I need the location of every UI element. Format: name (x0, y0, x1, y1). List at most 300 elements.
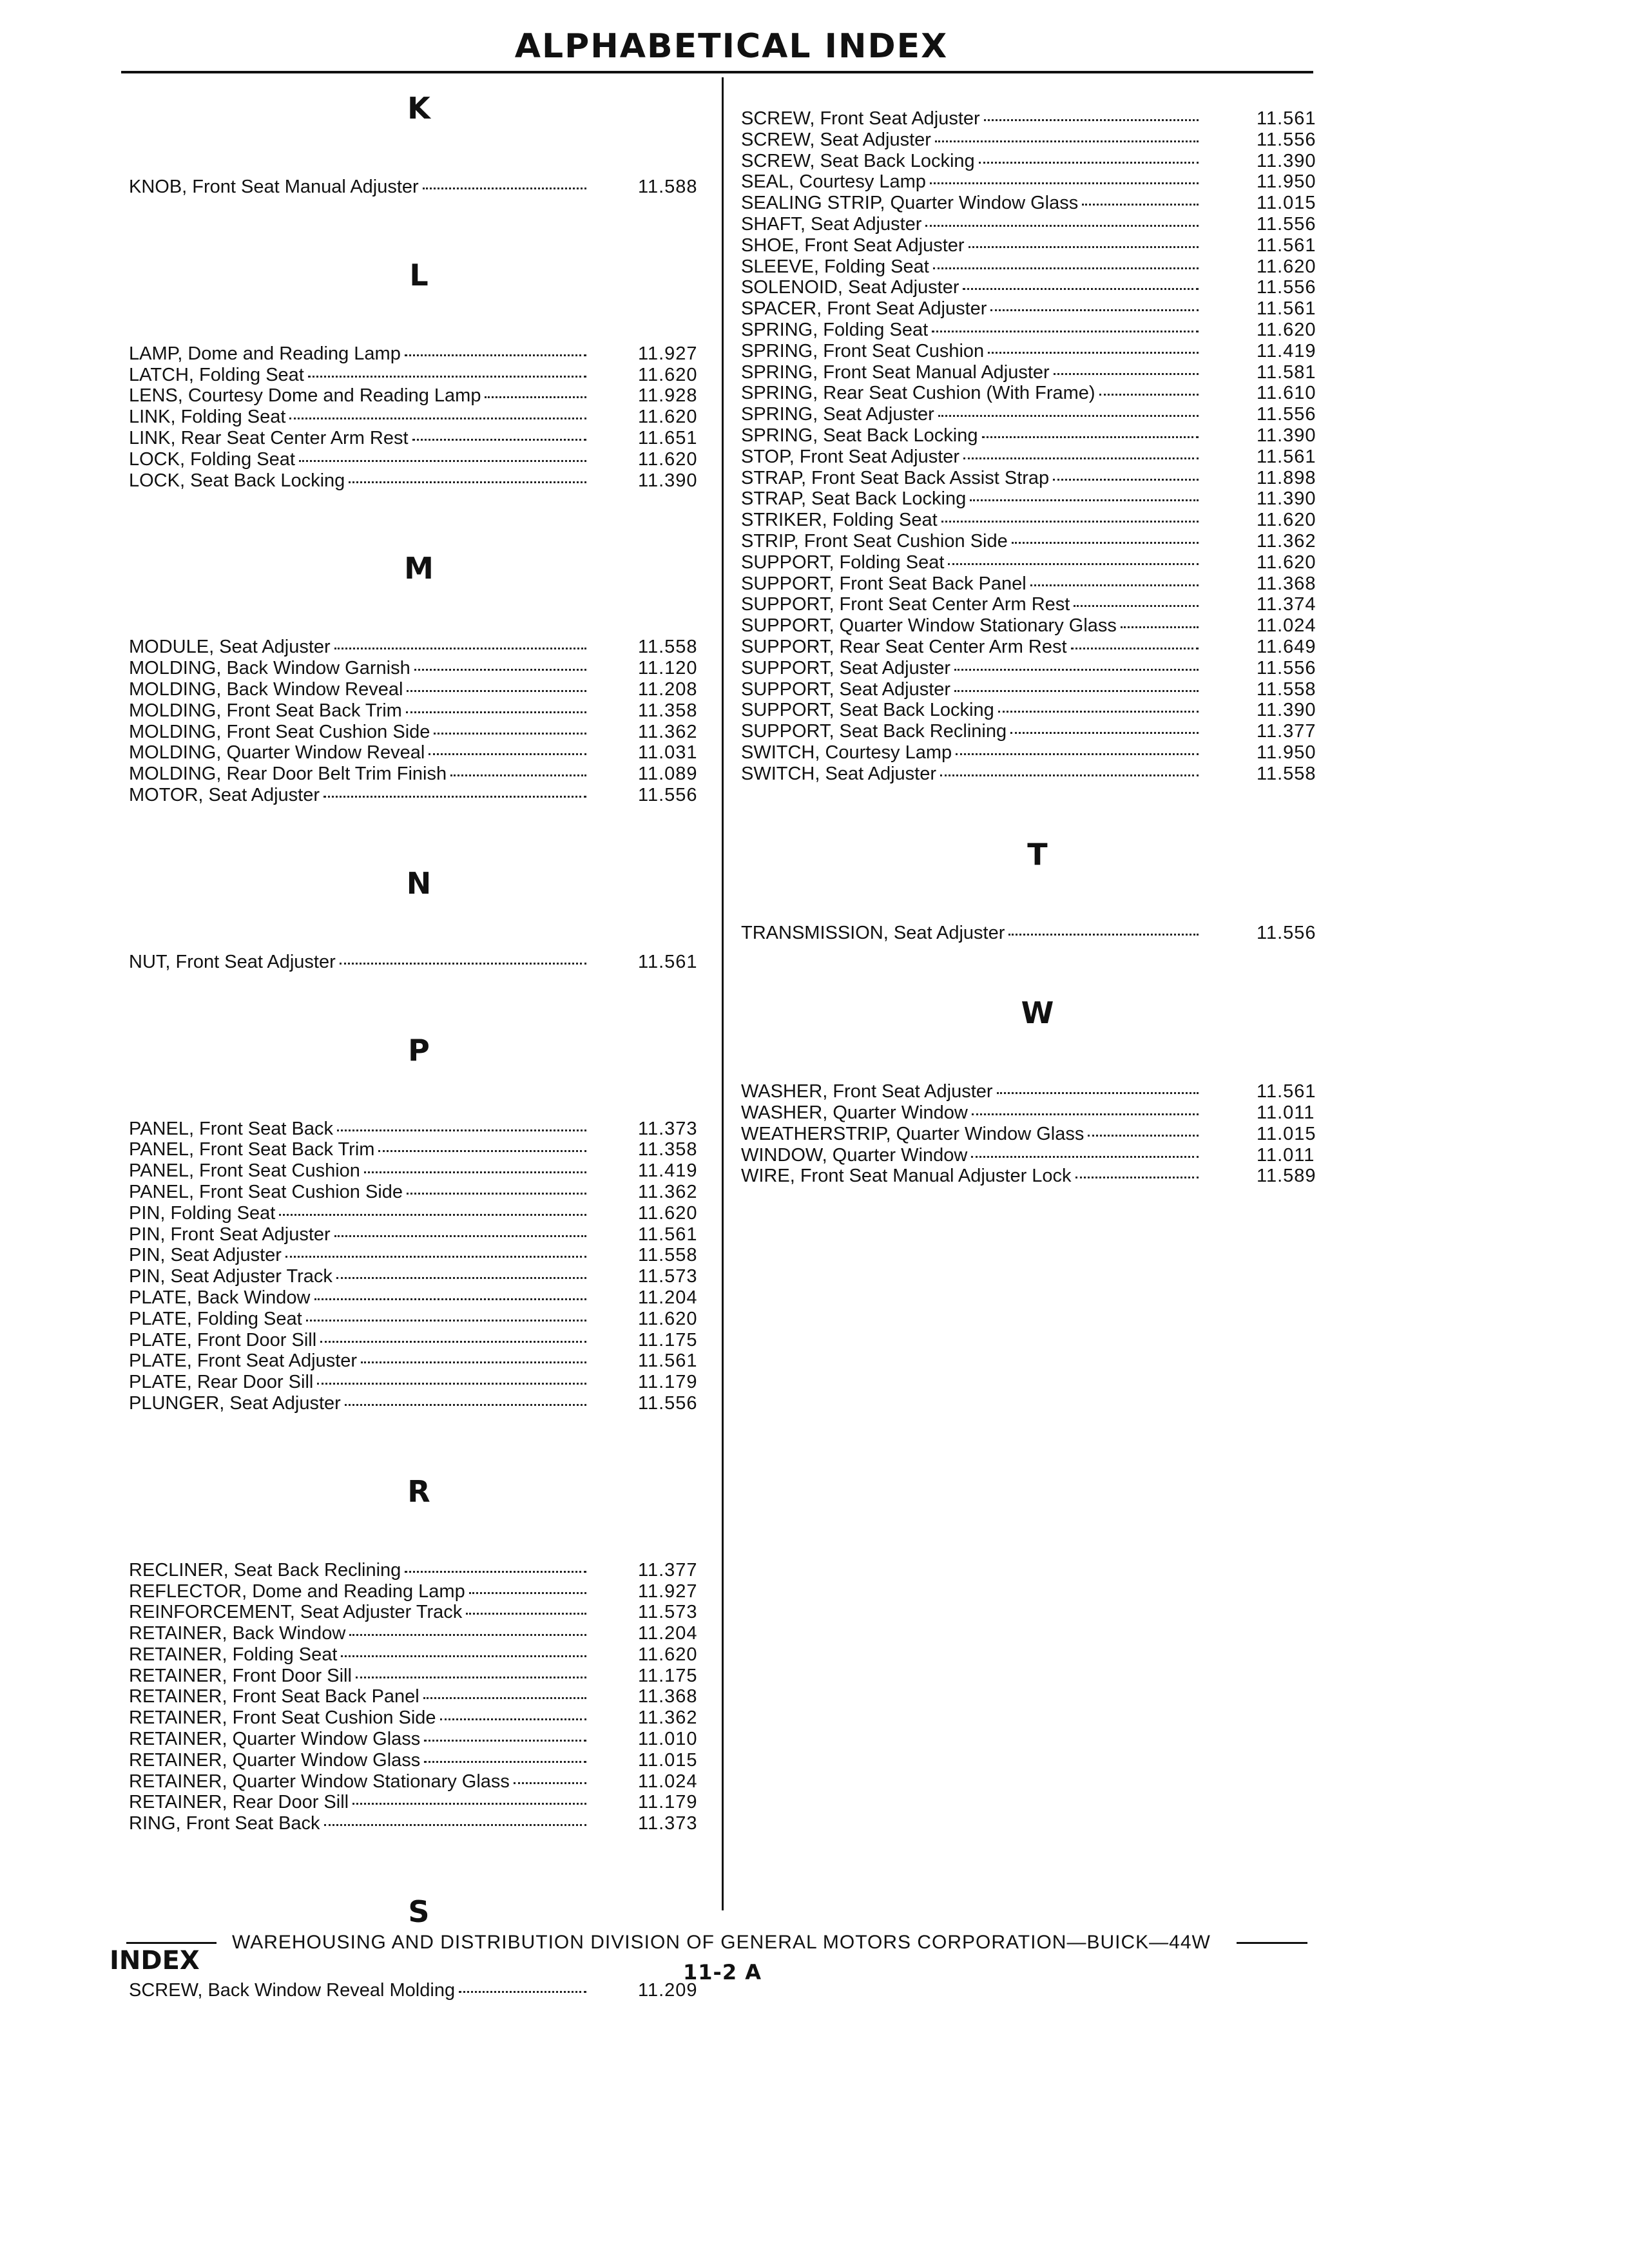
dot-leader (414, 669, 586, 671)
dot-leader (935, 140, 1199, 142)
entry-name: SPRING, Seat Back Locking (741, 425, 978, 446)
dot-leader (349, 1634, 586, 1636)
entry-page-ref: 11.950 (1257, 742, 1316, 763)
index-entry (129, 1623, 709, 1644)
dot-leader (334, 1235, 586, 1237)
entry-name: SWITCH, Courtesy Lamp (741, 742, 952, 763)
index-entry (741, 573, 1334, 595)
index-entry (129, 1287, 709, 1309)
index-entry (741, 679, 1334, 700)
entry-page-ref: 11.175 (638, 1329, 698, 1350)
entry-page-ref: 11.950 (1257, 171, 1316, 193)
index-entry (741, 637, 1334, 658)
dot-leader (406, 711, 586, 713)
dot-leader (423, 187, 586, 189)
index-entry (129, 679, 709, 700)
entry-name: SEAL, Courtesy Lamp (741, 171, 926, 193)
index-group (129, 257, 709, 492)
index-entry (741, 425, 1334, 447)
index-entry (741, 1081, 1334, 1102)
index-entry (741, 256, 1334, 278)
entry-page-ref: 11.204 (638, 1287, 698, 1308)
entry-name: PIN, Seat Adjuster Track (129, 1266, 333, 1287)
index-group (129, 90, 709, 198)
index-entry (741, 151, 1334, 172)
index-entry (741, 552, 1334, 573)
dot-leader (340, 963, 586, 965)
section-letter: R (407, 1474, 430, 1509)
entry-page-ref: 11.561 (1257, 446, 1316, 467)
entry-name: PANEL, Front Seat Cushion (129, 1160, 360, 1182)
index-entry (129, 722, 709, 743)
entry-page-ref: 11.620 (1257, 510, 1316, 531)
entry-page-ref: 11.561 (1257, 1081, 1316, 1102)
entry-page-ref: 11.204 (638, 1623, 698, 1644)
dot-leader (405, 1571, 586, 1573)
dot-leader (514, 1782, 586, 1784)
right-index-column (741, 108, 1334, 1187)
entry-name: SLEEVE, Folding Seat (741, 256, 929, 277)
index-entry (741, 383, 1334, 404)
entry-page-ref: 11.620 (638, 448, 698, 470)
entry-name: MODULE, Seat Adjuster (129, 637, 331, 658)
entry-name: TRANSMISSION, Seat Adjuster (741, 922, 1005, 943)
dot-leader (345, 1404, 586, 1406)
entry-page-ref: 11.362 (1257, 530, 1316, 552)
entry-page-ref: 11.620 (1257, 319, 1316, 340)
index-entry (129, 1393, 709, 1414)
index-entry (129, 343, 709, 365)
index-group (129, 1032, 709, 1414)
entry-name: WEATHERSTRIP, Quarter Window Glass (741, 1123, 1084, 1144)
index-entry (129, 785, 709, 806)
entry-name: PIN, Seat Adjuster (129, 1245, 282, 1266)
index-entry (129, 1581, 709, 1602)
dot-leader (979, 162, 1199, 164)
index-entry (741, 488, 1334, 510)
entry-name: SPRING, Folding Seat (741, 319, 929, 340)
index-entry (741, 468, 1334, 489)
index-entry (129, 1792, 709, 1813)
index-entry (741, 320, 1334, 341)
entry-name: PLATE, Rear Door Sill (129, 1372, 314, 1393)
entry-name: SUPPORT, Seat Adjuster (741, 657, 951, 678)
entry-name: MOLDING, Front Seat Back Trim (129, 700, 402, 721)
index-entry (129, 365, 709, 386)
index-entry (129, 1309, 709, 1330)
entry-name: RETAINER, Folding Seat (129, 1644, 338, 1665)
entry-name: SEALING STRIP, Quarter Window Glass (741, 193, 1079, 214)
entry-name: PIN, Folding Seat (129, 1202, 276, 1224)
entry-page-ref: 11.208 (638, 678, 698, 700)
dot-leader (320, 1341, 586, 1343)
section-letter: W (1021, 995, 1054, 1031)
entry-page-ref: 11.589 (1257, 1166, 1316, 1187)
index-entry (129, 1139, 709, 1160)
dot-leader (948, 563, 1199, 565)
dot-leader (932, 331, 1199, 332)
entry-name: SWITCH, Seat Adjuster (741, 763, 936, 784)
dot-leader (1030, 584, 1199, 586)
dot-leader (971, 1156, 1199, 1158)
dot-leader (1121, 626, 1199, 628)
dot-leader (336, 1277, 586, 1279)
entry-name: MOLDING, Rear Door Belt Trim Finish (129, 764, 447, 785)
index-entry (741, 615, 1334, 637)
section-letter: N (406, 865, 432, 901)
entry-name: SOLENOID, Seat Adjuster (741, 277, 959, 298)
index-entry (129, 1771, 709, 1792)
index-entry (129, 1813, 709, 1834)
dot-leader (450, 774, 586, 776)
footer-section-label: INDEX (110, 1946, 200, 1975)
entry-name: RETAINER, Quarter Window Stationary Glass (129, 1771, 510, 1792)
entry-name: SUPPORT, Quarter Window Stationary Glass (741, 615, 1117, 637)
index-entry (129, 952, 709, 973)
dot-leader (314, 1298, 586, 1300)
entry-page-ref: 11.558 (638, 1245, 698, 1266)
entry-name: SCREW, Back Window Reveal Molding (129, 1980, 456, 2001)
entry-page-ref: 11.015 (638, 1749, 698, 1771)
dot-leader (407, 690, 586, 692)
section-letter: T (1027, 836, 1048, 872)
entry-page-ref: 11.898 (1257, 467, 1316, 488)
dot-leader (334, 648, 586, 649)
entry-page-ref: 11.556 (1257, 404, 1316, 425)
entry-name: RING, Front Seat Back (129, 1813, 320, 1834)
dot-leader (289, 418, 586, 419)
index-group (129, 1474, 709, 1834)
dot-leader (405, 354, 586, 356)
index-entry (129, 1266, 709, 1287)
entry-name: MOLDING, Back Window Garnish (129, 658, 410, 679)
index-entry (129, 1686, 709, 1707)
entry-page-ref: 11.556 (638, 1392, 698, 1414)
entry-name: STRIP, Front Seat Cushion Side (741, 530, 1008, 552)
entry-page-ref: 11.031 (638, 742, 698, 764)
index-entry (741, 362, 1334, 383)
dot-leader (997, 1092, 1199, 1094)
entry-page-ref: 11.024 (638, 1771, 698, 1792)
entry-page-ref: 11.377 (1257, 721, 1316, 742)
entry-page-ref: 11.556 (638, 784, 698, 805)
entry-page-ref: 11.390 (1257, 425, 1316, 446)
entry-page-ref: 11.620 (638, 364, 698, 385)
entry-name: PLATE, Front Door Sill (129, 1329, 317, 1350)
dot-leader (429, 753, 586, 755)
entry-name: STRAP, Front Seat Back Assist Strap (741, 467, 1050, 488)
index-entry (129, 449, 709, 470)
entry-page-ref: 11.390 (1257, 150, 1316, 171)
entry-page-ref: 11.390 (638, 470, 698, 491)
section-letter: S (408, 1894, 430, 1930)
footer-rule-left (126, 1942, 217, 1944)
entry-name: REFLECTOR, Dome and Reading Lamp (129, 1581, 465, 1602)
entry-name: SPACER, Front Seat Adjuster (741, 298, 987, 320)
index-entry (741, 298, 1334, 320)
dot-leader (378, 1150, 586, 1152)
dot-leader (306, 1320, 586, 1321)
entry-name: MOLDING, Front Seat Cushion Side (129, 721, 430, 742)
entry-page-ref: 11.556 (1257, 129, 1316, 150)
entry-page-ref: 11.368 (638, 1686, 698, 1707)
entry-name: RETAINER, Rear Door Sill (129, 1792, 349, 1813)
index-entry (129, 177, 709, 198)
entry-page-ref: 11.368 (1257, 573, 1316, 594)
dot-leader (412, 439, 586, 441)
entry-name: NUT, Front Seat Adjuster (129, 951, 336, 972)
entry-name: STOP, Front Seat Adjuster (741, 446, 960, 467)
entry-page-ref: 11.610 (1257, 383, 1316, 404)
entry-page-ref: 11.362 (638, 721, 698, 742)
dot-leader (279, 1214, 586, 1216)
dot-leader (308, 376, 586, 378)
dot-leader (925, 225, 1199, 227)
entry-page-ref: 11.011 (1257, 1144, 1315, 1166)
section-letter: P (408, 1032, 430, 1068)
index-entry (741, 214, 1334, 235)
dot-leader (485, 396, 586, 398)
entry-name: LATCH, Folding Seat (129, 364, 304, 385)
entry-page-ref: 11.561 (638, 1350, 698, 1372)
entry-page-ref: 11.179 (638, 1792, 698, 1813)
entry-page-ref: 11.175 (638, 1665, 698, 1686)
dot-leader (337, 1129, 586, 1131)
entry-page-ref: 11.015 (1257, 1123, 1316, 1144)
dot-leader (941, 521, 1199, 523)
entry-page-ref: 11.377 (638, 1559, 698, 1581)
entry-page-ref: 11.581 (1257, 361, 1316, 383)
entry-page-ref: 11.561 (638, 951, 698, 972)
page-title: ALPHABETICAL INDEX (514, 27, 949, 66)
entry-page-ref: 11.089 (638, 764, 698, 785)
index-entry (129, 1707, 709, 1729)
entry-page-ref: 11.558 (1257, 763, 1316, 784)
entry-page-ref: 11.419 (638, 1160, 698, 1182)
entry-page-ref: 11.588 (638, 177, 698, 197)
dot-leader (361, 1361, 586, 1363)
entry-page-ref: 11.573 (638, 1602, 698, 1623)
entry-page-ref: 11.928 (638, 385, 698, 407)
entry-page-ref: 11.179 (638, 1372, 698, 1393)
entry-name: LINK, Folding Seat (129, 407, 286, 428)
entry-name: PLUNGER, Seat Adjuster (129, 1392, 341, 1414)
entry-name: LOCK, Seat Back Locking (129, 470, 345, 491)
index-entry (129, 1980, 709, 2001)
index-entry (741, 404, 1334, 425)
dot-leader (972, 1113, 1199, 1115)
entry-page-ref: 11.558 (1257, 678, 1316, 700)
entry-name: RETAINER, Back Window (129, 1623, 346, 1644)
dot-leader (1008, 934, 1199, 936)
entry-name: WASHER, Quarter Window (741, 1102, 968, 1124)
entry-name: PANEL, Front Seat Back Trim (129, 1139, 375, 1160)
dot-leader (407, 1193, 586, 1195)
dot-leader (469, 1592, 586, 1594)
index-entry (129, 1330, 709, 1351)
index-entry (129, 470, 709, 492)
entry-page-ref: 11.010 (638, 1729, 698, 1750)
entry-name: SPRING, Seat Adjuster (741, 404, 934, 425)
entry-name: RETAINER, Front Seat Cushion Side (129, 1707, 436, 1729)
entry-name: KNOB, Front Seat Manual Adjuster (129, 177, 419, 197)
dot-leader (341, 1655, 586, 1657)
dot-leader (1074, 605, 1199, 607)
entry-page-ref: 11.573 (638, 1266, 698, 1287)
entry-name: SUPPORT, Seat Adjuster (741, 678, 951, 700)
index-entry (129, 407, 709, 428)
index-entry (129, 1350, 709, 1372)
section-letter: K (407, 91, 430, 126)
dot-leader (459, 1991, 586, 1993)
dot-leader (1088, 1135, 1199, 1137)
entry-page-ref: 11.558 (638, 637, 698, 658)
dot-leader (990, 309, 1199, 311)
section-letter: M (404, 551, 434, 586)
index-group (741, 108, 1334, 785)
index-entry (741, 235, 1334, 256)
index-group (741, 995, 1334, 1187)
dot-leader (956, 753, 1199, 755)
entry-page-ref: 11.011 (1257, 1102, 1315, 1124)
entry-name: RETAINER, Front Seat Back Panel (129, 1686, 419, 1707)
entry-page-ref: 11.561 (1257, 298, 1316, 320)
index-entry (129, 1224, 709, 1245)
entry-name: MOLDING, Back Window Reveal (129, 678, 403, 700)
entry-page-ref: 11.556 (1257, 277, 1316, 298)
dot-leader (1053, 479, 1199, 481)
dot-leader (954, 690, 1199, 692)
index-entry (741, 447, 1334, 468)
index-entry (129, 1750, 709, 1771)
index-entry (741, 171, 1334, 193)
dot-leader (424, 1761, 586, 1763)
entry-page-ref: 11.373 (638, 1813, 698, 1834)
index-entry (741, 108, 1334, 130)
entry-name: SPRING, Front Seat Manual Adjuster (741, 361, 1050, 383)
entry-name: RETAINER, Front Door Sill (129, 1665, 352, 1686)
entry-name: PANEL, Front Seat Back (129, 1118, 333, 1139)
entry-page-ref: 11.358 (638, 1139, 698, 1160)
index-entry (741, 1166, 1334, 1187)
index-entry (129, 764, 709, 785)
footer-publisher: WAREHOUSING AND DISTRIBUTION DIVISION OF GENERAL MOTORS CORPORATION—BUICK—44W (232, 1932, 1211, 1953)
entry-name: SCREW, Front Seat Adjuster (741, 108, 980, 129)
entry-name: PLATE, Back Window (129, 1287, 311, 1308)
index-entry (129, 637, 709, 658)
entry-name: SUPPORT, Rear Seat Center Arm Rest (741, 636, 1067, 657)
index-entry (741, 1102, 1334, 1124)
index-entry (741, 1145, 1334, 1166)
index-entry (741, 721, 1334, 742)
entry-page-ref: 11.561 (1257, 108, 1316, 129)
entry-page-ref: 11.024 (1257, 615, 1316, 637)
entry-name: WASHER, Front Seat Adjuster (741, 1081, 993, 1102)
entry-name: MOTOR, Seat Adjuster (129, 784, 320, 805)
index-entry (741, 130, 1334, 151)
index-entry (741, 700, 1334, 721)
index-entry (129, 1119, 709, 1140)
entry-page-ref: 11.927 (638, 343, 698, 364)
index-entry (129, 385, 709, 407)
dot-leader (364, 1171, 586, 1173)
dot-leader (970, 499, 1199, 501)
entry-name: SPRING, Rear Seat Cushion (With Frame) (741, 383, 1095, 404)
index-entry (129, 1203, 709, 1224)
index-entry (129, 658, 709, 679)
index-entry (741, 510, 1334, 531)
entry-page-ref: 11.556 (1257, 213, 1316, 235)
entry-page-ref: 11.561 (1257, 235, 1316, 256)
dot-leader (424, 1740, 586, 1742)
dot-leader (1010, 732, 1199, 734)
entry-name: LENS, Courtesy Dome and Reading Lamp (129, 385, 481, 407)
entry-name: MOLDING, Quarter Window Reveal (129, 742, 425, 764)
index-entry (129, 1602, 709, 1623)
entry-name: REINFORCEMENT, Seat Adjuster Track (129, 1602, 463, 1623)
entry-page-ref: 11.651 (638, 427, 698, 448)
left-index-column (129, 90, 709, 2001)
entry-name: SUPPORT, Front Seat Center Arm Rest (741, 594, 1070, 615)
entry-page-ref: 11.927 (638, 1581, 698, 1602)
entry-name: SUPPORT, Folding Seat (741, 552, 945, 573)
entry-name: RETAINER, Quarter Window Glass (129, 1729, 421, 1750)
dot-leader (352, 1803, 586, 1805)
entry-name: SHOE, Front Seat Adjuster (741, 235, 965, 256)
entry-page-ref: 11.419 (1257, 340, 1316, 361)
index-entry (741, 594, 1334, 615)
entry-name: SUPPORT, Seat Back Locking (741, 700, 994, 721)
index-entry (129, 1182, 709, 1203)
dot-leader (324, 1824, 586, 1826)
dot-leader (466, 1613, 586, 1615)
dot-leader (323, 796, 586, 798)
dot-leader (349, 481, 586, 483)
entry-page-ref: 11.620 (1257, 552, 1316, 573)
dot-leader (969, 246, 1199, 248)
entry-page-ref: 11.561 (638, 1224, 698, 1245)
entry-name: STRIKER, Folding Seat (741, 510, 938, 531)
index-entry (741, 742, 1334, 764)
dot-leader (1054, 373, 1199, 375)
entry-page-ref: 11.362 (638, 1181, 698, 1202)
footer-publisher-line (126, 1932, 1318, 1954)
index-group (741, 836, 1334, 944)
dot-leader (434, 733, 586, 735)
entry-name: LOCK, Folding Seat (129, 448, 295, 470)
index-entry (741, 531, 1334, 552)
entry-name: WINDOW, Quarter Window (741, 1144, 968, 1166)
index-entry (741, 277, 1334, 298)
entry-page-ref: 11.390 (1257, 700, 1316, 721)
dot-leader (1099, 394, 1199, 396)
index-entry (129, 1666, 709, 1687)
entry-page-ref: 11.620 (638, 1308, 698, 1329)
index-entry (129, 1245, 709, 1266)
index-entry (129, 1644, 709, 1666)
index-entry (741, 658, 1334, 679)
entry-page-ref: 11.358 (638, 700, 698, 721)
entry-page-ref: 11.620 (1257, 256, 1316, 277)
index-entry (129, 1560, 709, 1581)
entry-name: LAMP, Dome and Reading Lamp (129, 343, 401, 364)
dot-leader (299, 460, 586, 462)
entry-page-ref: 11.390 (1257, 488, 1316, 510)
entry-page-ref: 11.620 (638, 1644, 698, 1665)
footer-rule-right (1237, 1942, 1307, 1944)
entry-page-ref: 11.620 (638, 1202, 698, 1224)
dot-leader (984, 119, 1199, 121)
